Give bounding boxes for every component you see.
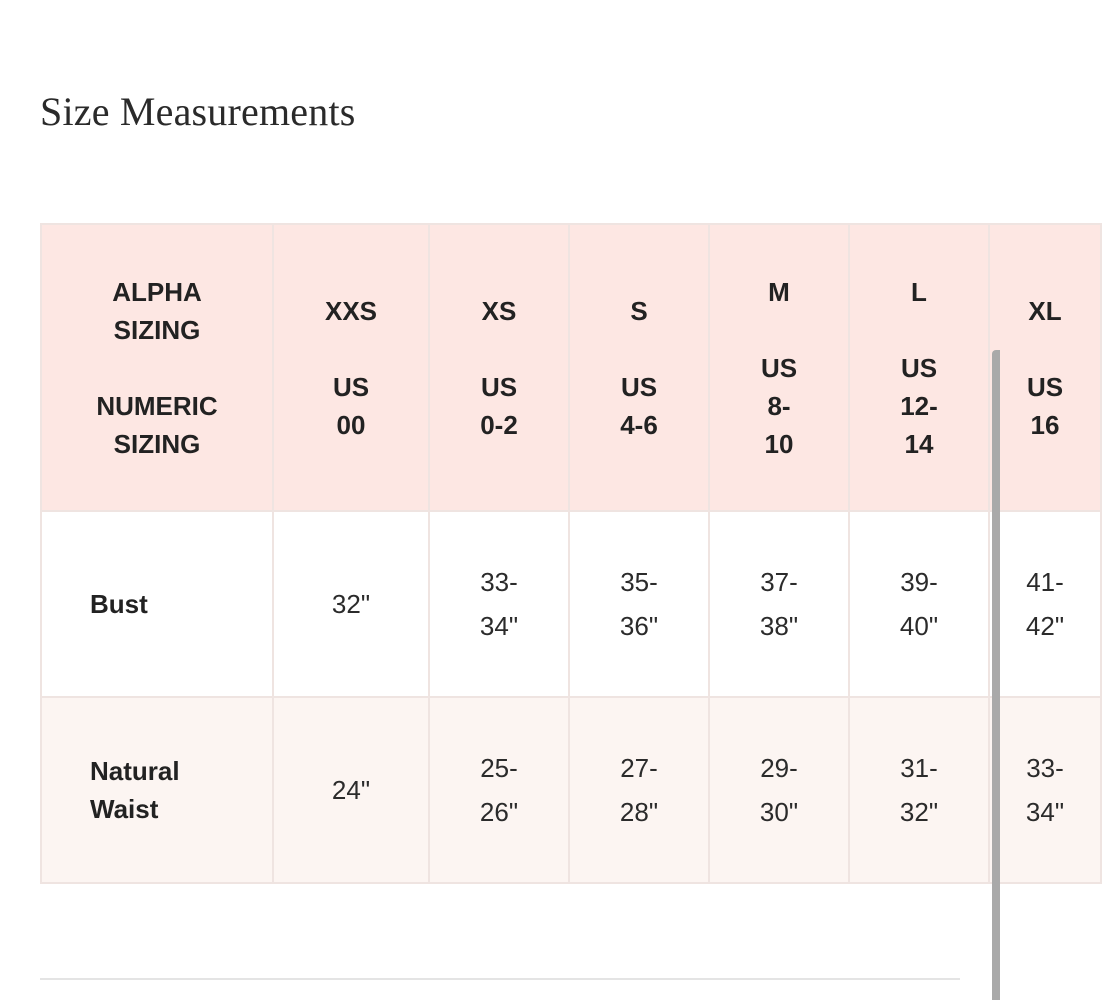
- numeric-size: US: [332, 371, 370, 402]
- measurement-value: 33-: [1026, 753, 1064, 783]
- header-row: [41, 224, 1101, 511]
- page-title: Size Measurements: [40, 89, 356, 134]
- numeric-size: US: [1026, 371, 1064, 402]
- numeric-size: 14: [904, 428, 934, 459]
- size-table: [40, 223, 1102, 884]
- header-numeric-line: SIZING: [113, 428, 201, 459]
- table-row-bust: [41, 511, 1101, 697]
- row-label: Waist: [90, 794, 159, 824]
- measurement-value: 32": [331, 589, 371, 619]
- row-label-cell: [41, 511, 273, 697]
- row-label: Bust: [90, 589, 148, 619]
- measurement-cell: [569, 511, 709, 697]
- size-column-header: [709, 224, 849, 511]
- measurement-value: 24": [331, 775, 371, 805]
- page-scrollbar[interactable]: [992, 350, 1000, 1000]
- alpha-size: M: [768, 276, 790, 307]
- measurement-cell: [709, 511, 849, 697]
- size-column-header: [989, 224, 1101, 511]
- measurement-cell: [989, 511, 1101, 697]
- header-alpha-line: SIZING: [113, 314, 201, 345]
- numeric-size: 4-6: [620, 409, 658, 440]
- measurement-value: 33-: [480, 567, 518, 597]
- measurement-value: 34": [479, 611, 519, 641]
- numeric-size: US: [900, 352, 938, 383]
- measurement-value: 38": [759, 611, 799, 641]
- alpha-size: S: [630, 295, 648, 326]
- size-column-header: [569, 224, 709, 511]
- alpha-size: XL: [1028, 295, 1062, 326]
- measurement-cell: [709, 697, 849, 883]
- measurement-value: 40": [899, 611, 939, 641]
- alpha-size: XS: [481, 295, 517, 326]
- row-label-cell: [41, 697, 273, 883]
- numeric-size: 00: [336, 409, 366, 440]
- measurement-value: 35-: [620, 567, 658, 597]
- measurement-value: 34": [1025, 797, 1065, 827]
- numeric-size: US: [480, 371, 518, 402]
- measurement-value: 41-: [1026, 567, 1064, 597]
- measurement-cell: [429, 511, 569, 697]
- measurement-cell: [989, 697, 1101, 883]
- measurement-value: 42": [1025, 611, 1065, 641]
- measurement-cell: [429, 697, 569, 883]
- measurement-value: 32": [899, 797, 939, 827]
- row-label: Natural: [90, 756, 180, 786]
- measurement-value: 25-: [480, 753, 518, 783]
- size-table-viewport[interactable]: [40, 223, 1065, 885]
- size-column-header: [849, 224, 989, 511]
- measurement-cell: [273, 697, 429, 883]
- measurement-value: 29-: [760, 753, 798, 783]
- numeric-size: 0-2: [480, 409, 518, 440]
- measurement-value: 37-: [760, 567, 798, 597]
- measurement-value: 30": [759, 797, 799, 827]
- section-divider: [40, 978, 960, 980]
- alpha-size: XXS: [324, 295, 378, 326]
- header-label-cell: [41, 224, 273, 511]
- measurement-cell: [569, 697, 709, 883]
- numeric-size: US: [620, 371, 658, 402]
- size-column-header: [429, 224, 569, 511]
- measurement-value: 31-: [900, 753, 938, 783]
- measurement-cell: [849, 697, 989, 883]
- measurement-cell: [273, 511, 429, 697]
- measurement-value: 36": [619, 611, 659, 641]
- header-numeric-line: NUMERIC: [96, 390, 218, 421]
- measurement-value: 28": [619, 797, 659, 827]
- size-column-header: [273, 224, 429, 511]
- numeric-size: 12-: [900, 390, 938, 421]
- numeric-size: 8-: [767, 390, 791, 421]
- measurement-cell: [849, 511, 989, 697]
- measurement-value: 39-: [900, 567, 938, 597]
- numeric-size: 16: [1030, 409, 1060, 440]
- measurement-value: 27-: [620, 753, 658, 783]
- alpha-size: L: [911, 276, 927, 307]
- measurement-value: 26": [479, 797, 519, 827]
- numeric-size: US: [760, 352, 798, 383]
- table-row-natural-waist: [41, 697, 1101, 883]
- numeric-size: 10: [764, 428, 794, 459]
- header-alpha-line: ALPHA: [112, 276, 202, 307]
